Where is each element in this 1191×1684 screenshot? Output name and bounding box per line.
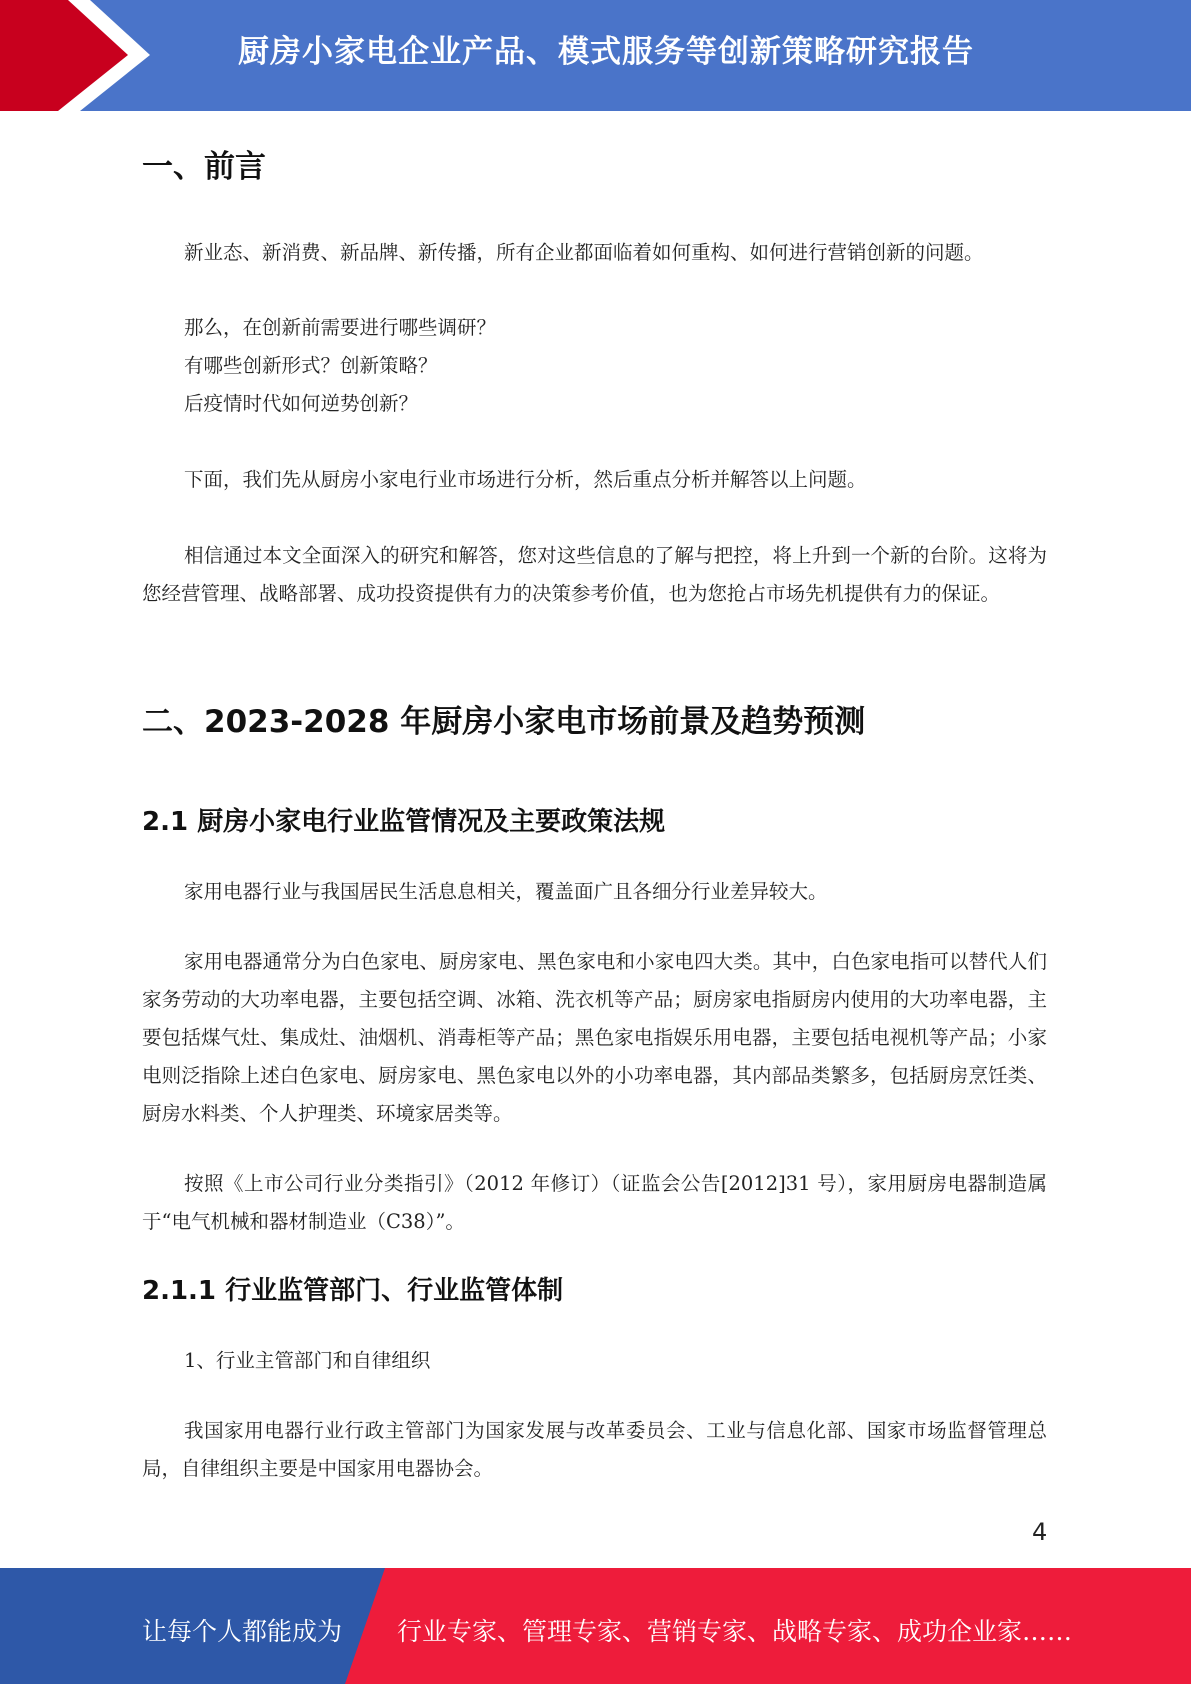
- section-heading-preface: 一、前言: [142, 149, 266, 185]
- footer-slogan-right: 行业专家、管理专家、营销专家、战略专家、成功企业家……: [397, 1617, 1073, 1646]
- paragraph-analysis: 下面，我们先从厨房小家电行业市场进行分析，然后重点分析并解答以上问题。: [184, 468, 867, 491]
- section-heading-forecast: 二、2023-2028 年厨房小家电市场前景及趋势预测: [142, 704, 866, 740]
- header-title: 厨房小家电企业产品、模式服务等创新策略研究报告: [238, 34, 974, 70]
- footer-slogan-left: 让每个人都能成为: [142, 1617, 343, 1646]
- paragraph-value: 相信通过本文全面深入的研究和解答，您对这些信息的了解与把控，将上升到一个新的台阶。这将为您经营管理、战略部署、成功投资提供有力的决策参考价值，也为您抢占市场先机提供有力的保证。: [142, 544, 1047, 605]
- footer-banner: [0, 1568, 1191, 1684]
- question-line-2: 有哪些创新形式？创新策略？: [184, 354, 438, 377]
- header-banner: [0, 0, 1191, 111]
- paragraph-authorities: 我国家用电器行业行政主管部门为国家发展与改革委员会、工业与信息化部、国家市场监督管理总局，自律组织主要是中国家用电器协会。: [142, 1419, 1047, 1480]
- list-item-authorities: 1、行业主管部门和自律组织: [184, 1349, 431, 1372]
- subsection-heading-2-1: 2.1 厨房小家电行业监管情况及主要政策法规: [142, 807, 666, 837]
- paragraph-categories: 家用电器通常分为白色家电、厨房家电、黑色家电和小家电四大类。其中，白色家电指可以替代人们家务劳动的大功率电器，主要包括空调、冰箱、洗衣机等产品；厨房家电指厨房内使用的大功率电器，主要包括煤气灶、集成灶、油烟机、消毒柜等产品；黑色家电指娱乐用电器，主要包括电视机等产品；小家电则泛指除上述白色家电、厨房家电、黑色家电以外的小功率电器，其内部品类繁多，包括厨房烹饪类、厨房水料类、个人护理类、环境家居类等。: [142, 950, 1047, 1125]
- paragraph-industry: 家用电器行业与我国居民生活息息相关，覆盖面广且各细分行业差异较大。: [184, 880, 828, 903]
- page-number: 4: [1032, 1518, 1048, 1546]
- question-line-3: 后疫情时代如何逆势创新？: [184, 392, 419, 415]
- subsection-heading-2-1-1: 2.1.1 行业监管部门、行业监管体制: [142, 1276, 564, 1306]
- question-line-1: 那么，在创新前需要进行哪些调研？: [184, 316, 497, 339]
- paragraph-classification: 按照《上市公司行业分类指引》（2012 年修订）（证监会公告[2012]31 号），家用厨房电器制造属于“电气机械和器材制造业（C38）”。: [142, 1172, 1047, 1233]
- paragraph-intro: 新业态、新消费、新品牌、新传播，所有企业都面临着如何重构、如何进行营销创新的问题。: [184, 241, 984, 264]
